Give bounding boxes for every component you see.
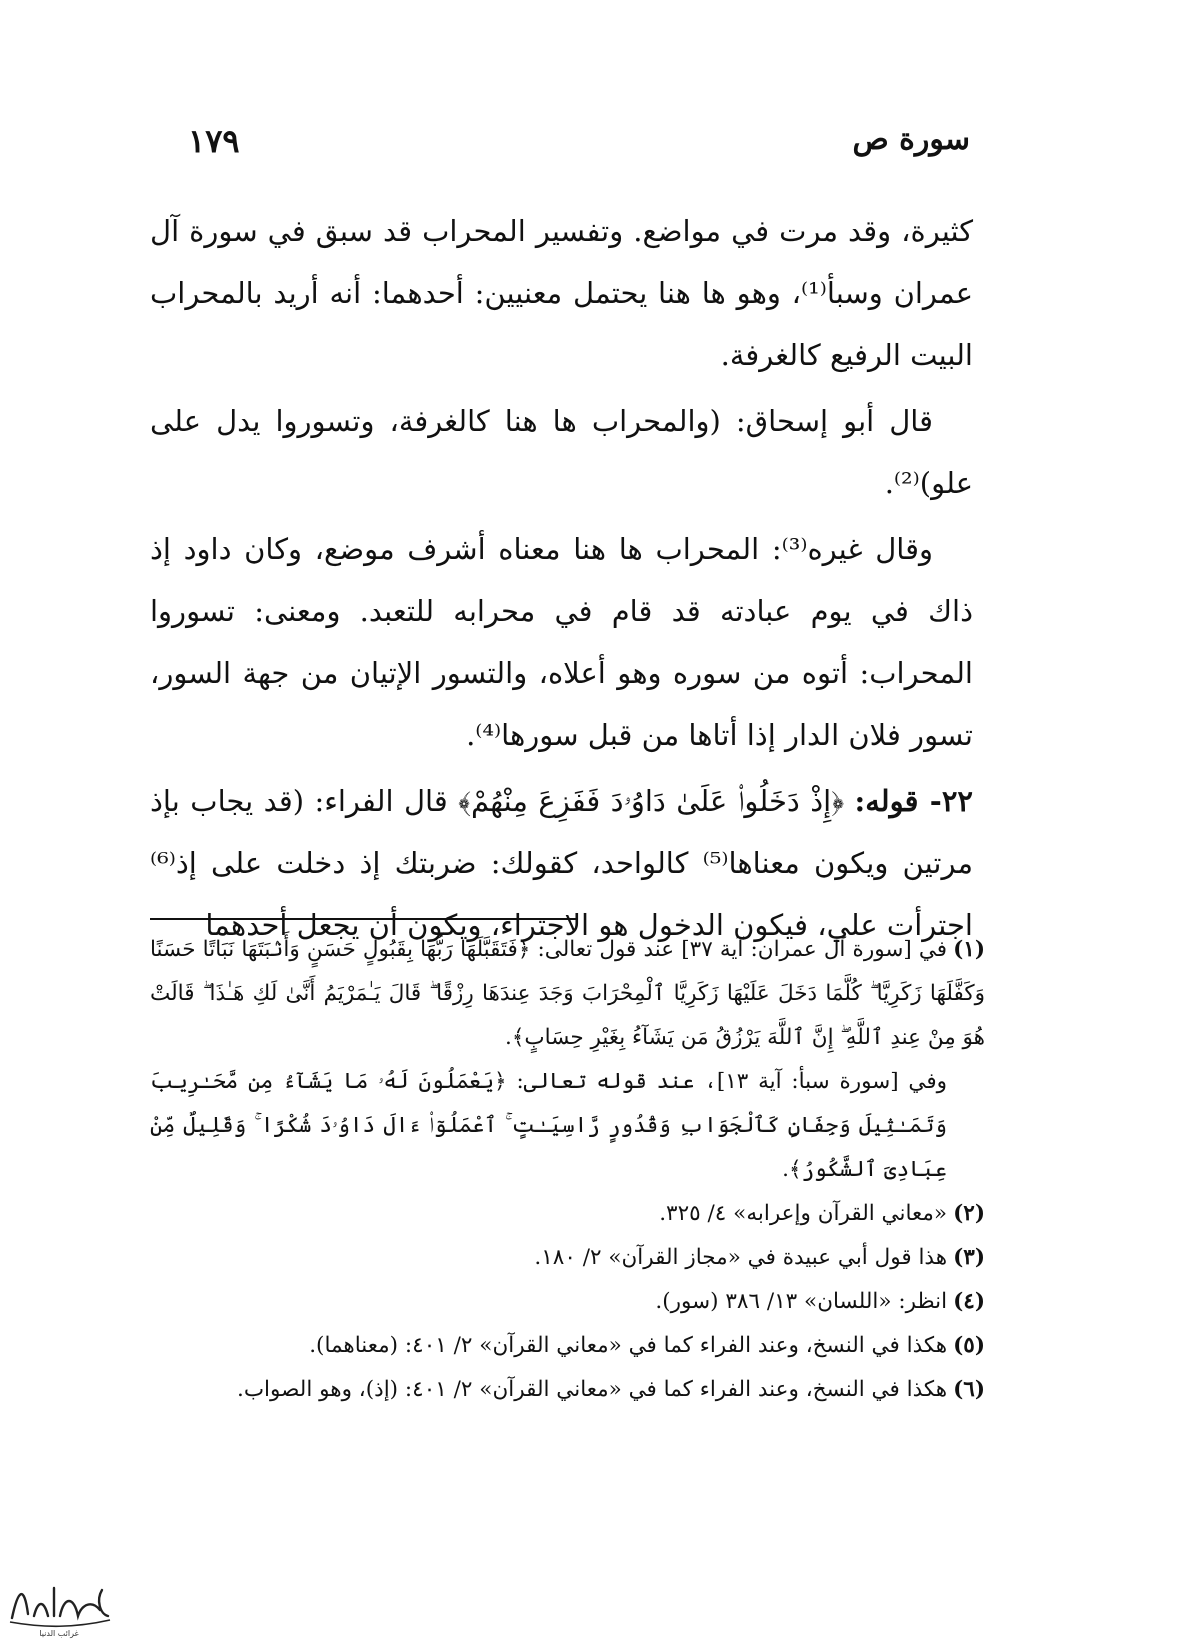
- footnote-text: انظر: «اللسان» ١٣/ ٣٨٦ (سور).: [655, 1289, 948, 1314]
- footnote-5: [150, 1324, 985, 1368]
- footnote-text: هكذا في النسخ، وعند الفراء كما في «معاني القرآن» ٢/ ٤٠١: (إذ)، وهو الصواب.: [236, 1377, 948, 1402]
- paragraph-4-text: ﴿إِذْ دَخَلُوا۟ عَلَىٰ دَاوُۥدَ فَفَزِعَ مِنْهُمْ﴾ قال الفراء: (قد يجاب بإذ مرتين ويكون معناها⁽⁵⁾ كالواحد، كقولك: ضربتك إذ دخلت على إذ⁽⁶⁾ اجترأت علي، فيكون الدخول هو الاجتراء، ويكون أن يجعل أحدهما: [150, 784, 973, 942]
- footnote-number: (٤): [953, 1289, 985, 1314]
- footnote-number: (١): [953, 937, 986, 962]
- footnote-text: «معاني القرآن وإعرابه» ٤/ ٣٢٥.: [659, 1201, 948, 1226]
- footnote-1-continued: [150, 1060, 985, 1192]
- footnote-1: [150, 928, 985, 1060]
- footnote-number: (٢): [953, 1201, 985, 1226]
- footnote-number: (٦): [953, 1377, 985, 1402]
- footnote-number: (٥): [953, 1333, 985, 1358]
- footnote-4: [150, 1280, 985, 1324]
- footnote-3: [150, 1236, 985, 1280]
- footnote-2: [150, 1192, 985, 1236]
- page-header: [150, 122, 970, 172]
- footnote-text: هذا قول أبي عبيدة في «مجاز القرآن» ٢/ ١٨٠.: [534, 1245, 948, 1270]
- surah-title: سورة ص: [852, 122, 970, 157]
- paragraph-1: كثيرة، وقد مرت في مواضع. وتفسير المحراب قد سبق في سورة آل عمران وسبأ⁽¹⁾، وهو ها هنا يحتمل معنيين: أحدهما: أنه أريد بالمحراب البيت الرفيع كالغرفة.: [150, 214, 973, 372]
- footnotes: [150, 928, 985, 1412]
- paragraph-2: قال أبو إسحاق: (والمحراب ها هنا كالغرفة، وتسوروا يدل على علو)⁽²⁾.: [150, 404, 973, 500]
- footnote-text: وفي [سورة سبأ: آية ١٣]، عند قوله تعالى: ﴿يَعْمَلُونَ لَهُۥ مَا يَشَآءُ مِن مَّحَـٰرِيبَ وَتَمَـٰثِيلَ وَجِفَانٍ كَٱلْجَوَابِ وَقُدُورٍ رَّاسِيَـٰتٍ ۚ ٱعْمَلُوٓا۟ ءَالَ دَاوُۥدَ شُكْرًا ۚ وَقَلِيلٌ مِّنْ عِبَادِىَ ٱلشَّكُورُ﴾.: [150, 1069, 947, 1182]
- main-text: [150, 200, 973, 956]
- footnote-text: هكذا في النسخ، وعند الفراء كما في «معاني القرآن» ٢/ ٤٠١: (معناهما).: [309, 1333, 948, 1358]
- paragraph-3: وقال غيره⁽³⁾: المحراب ها هنا معناه أشرف موضع، وكان داود إذ ذاك في يوم عبادته قد قام في محرابه للتعبد. ومعنى: تسوروا المحراب: أتوه من سوره وهو أعلاه، والتسور الإتيان من جهة السور، تسور فلان الدار إذا أتاها من قبل سورها⁽⁴⁾.: [150, 532, 973, 752]
- footnote-text: في [سورة آل عمران: آية ٣٧] عند قول تعالى: ﴿فَتَقَبَّلَهَا رَبُّهَا بِقَبُولٍ حَسَنٍ وَأَنۢبَتَهَا نَبَاتًا حَسَنًا وَكَفَّلَهَا زَكَرِيَّا ۖ كُلَّمَا دَخَلَ عَلَيْهَا زَكَرِيَّا ٱلْمِحْرَابَ وَجَدَ عِندَهَا رِزْقًا ۖ قَالَ يَـٰمَرْيَمُ أَنَّىٰ لَكِ هَـٰذَا ۖ قَالَتْ هُوَ مِنْ عِندِ ٱللَّهِ ۖ إِنَّ ٱللَّهَ يَرْزُقُ مَن يَشَآءُ بِغَيْرِ حِسَابٍ﴾.: [150, 937, 985, 1050]
- footnote-number: (٣): [953, 1245, 985, 1270]
- verse-number-lead: ٢٢- قوله:: [854, 784, 973, 818]
- page-number: ١٧٩: [188, 122, 240, 160]
- logo-subtitle: غرائب الدنيا: [39, 1629, 79, 1638]
- footnote-divider: [150, 918, 578, 920]
- footnote-6: [150, 1368, 985, 1412]
- calligraphy-logo: [4, 1570, 114, 1640]
